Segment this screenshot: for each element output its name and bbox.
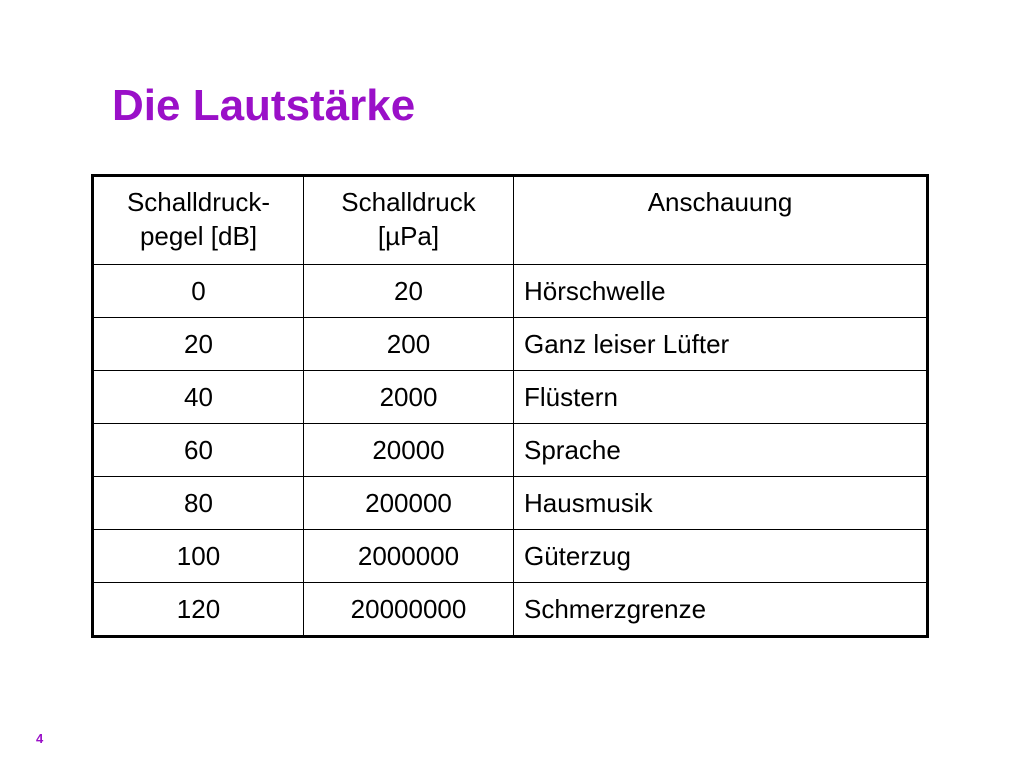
table-row [93,530,928,583]
cell-pressure: 2000 [304,371,514,424]
table-row [93,318,928,371]
cell-pressure: 20 [304,265,514,318]
header-sound-pressure-level [93,176,304,265]
cell-db: 100 [93,530,304,583]
cell-example: Hörschwelle [514,265,928,318]
cell-example: Hausmusik [514,477,928,530]
table-row [93,265,928,318]
header-line: Schalldruck [341,187,476,217]
page-number: 4 [36,731,44,746]
table-row [93,477,928,530]
header-line: pegel [dB] [139,221,258,251]
table-row [93,371,928,424]
cell-example: Güterzug [514,530,928,583]
cell-db: 80 [93,477,304,530]
cell-example: Schmerzgrenze [514,583,928,637]
cell-example: Flüstern [514,371,928,424]
header-sound-pressure [304,176,514,265]
header-line: Anschauung [647,187,793,217]
cell-db: 60 [93,424,304,477]
header-line: Schalldruck- [126,187,271,217]
slide-title: Die Lautstärke [112,81,416,130]
cell-pressure: 2000000 [304,530,514,583]
table-row [93,424,928,477]
cell-example: Ganz leiser Lüfter [514,318,928,371]
header-example [514,176,928,265]
cell-example: Sprache [514,424,928,477]
cell-pressure: 20000000 [304,583,514,637]
cell-pressure: 20000 [304,424,514,477]
cell-db: 40 [93,371,304,424]
cell-db: 20 [93,318,304,371]
cell-pressure: 200000 [304,477,514,530]
loudness-table [91,174,929,638]
cell-db: 120 [93,583,304,637]
cell-db: 0 [93,265,304,318]
table-header-row [93,176,928,265]
table-row [93,583,928,637]
header-line: [µPa] [377,221,440,251]
cell-pressure: 200 [304,318,514,371]
